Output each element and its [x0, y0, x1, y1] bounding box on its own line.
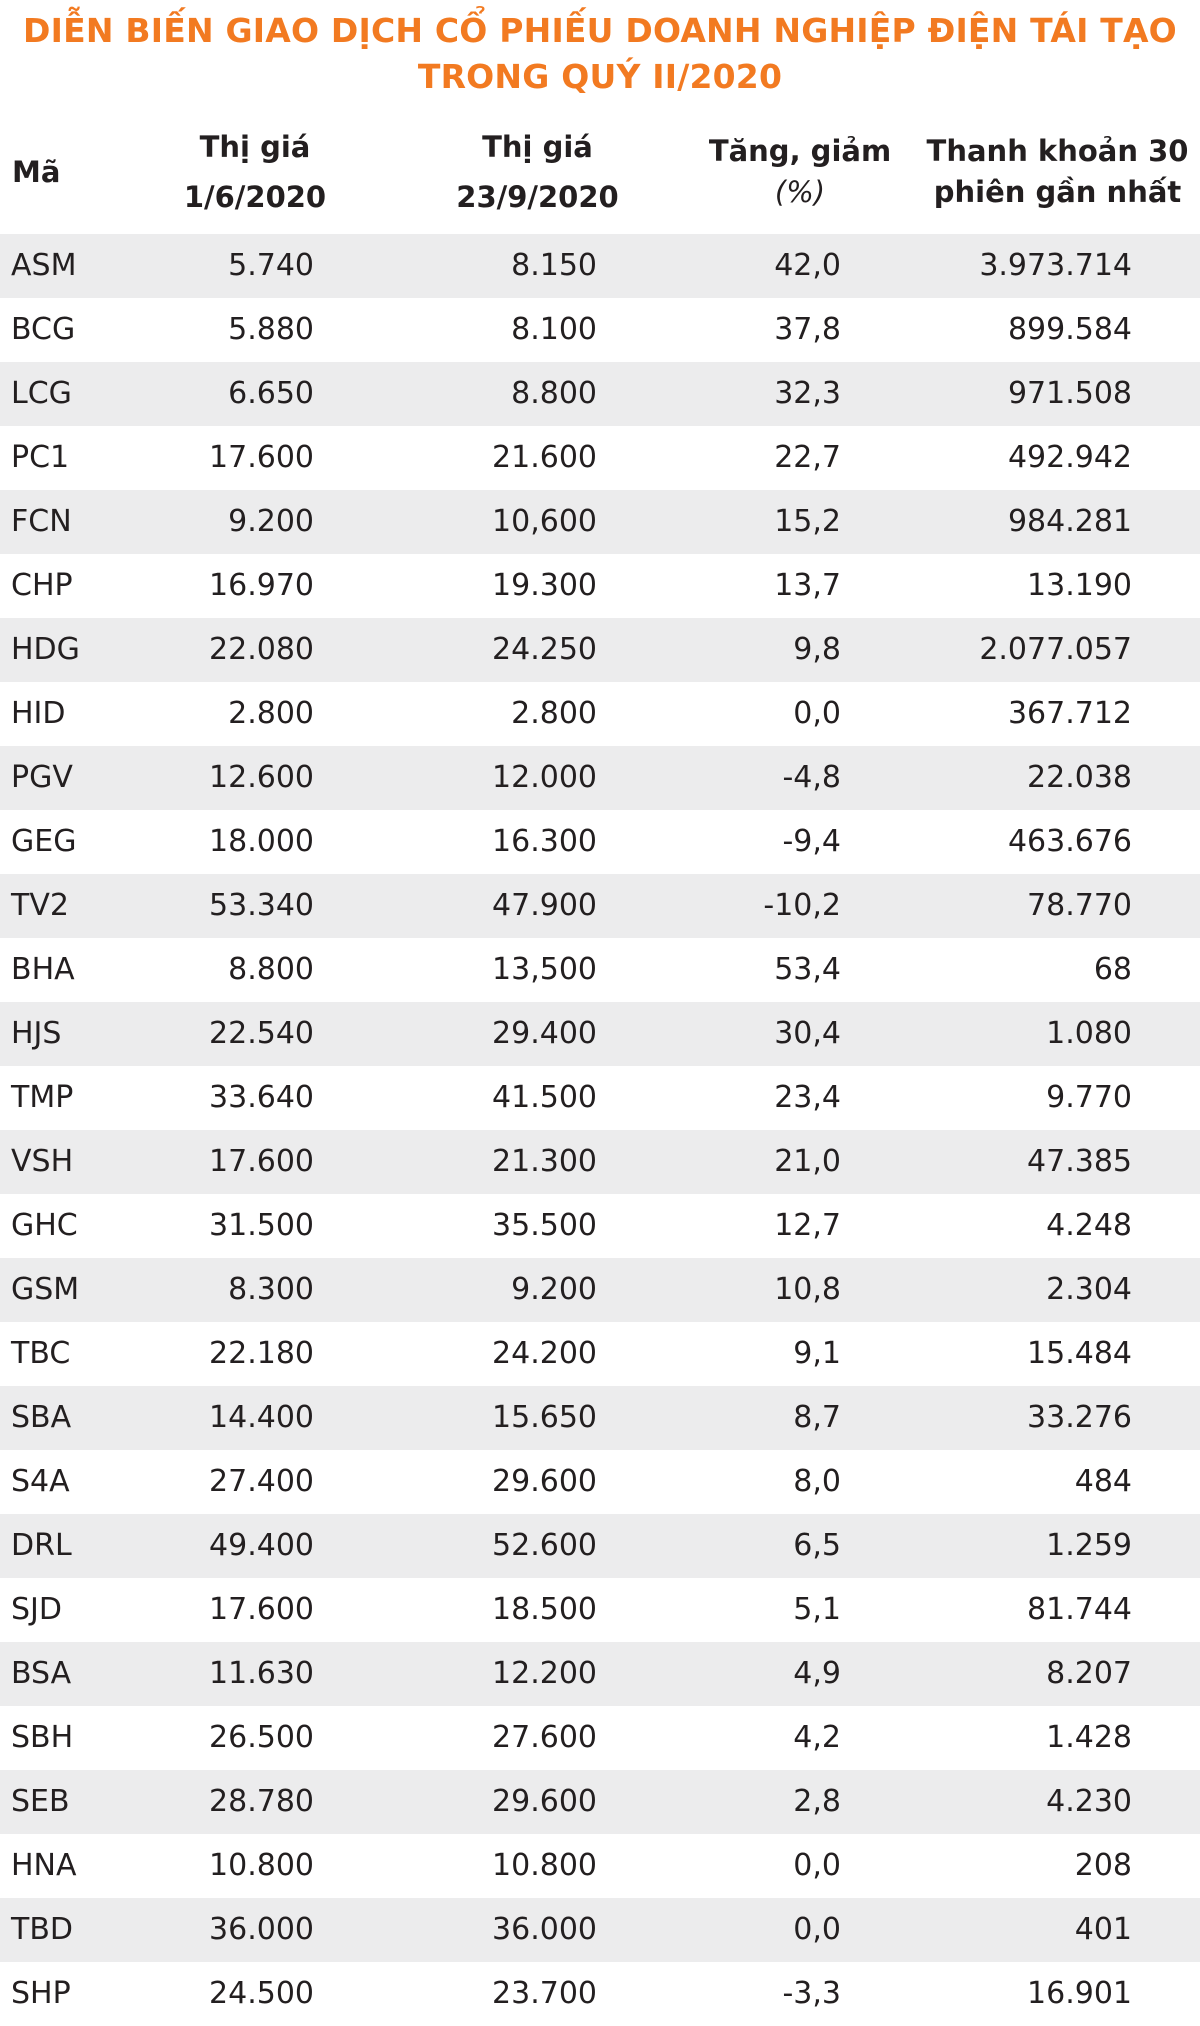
- cell-liquidity: 1.080: [1046, 1016, 1132, 1051]
- cell-code: S4A: [11, 1464, 70, 1499]
- cell-price-june: 31.500: [209, 1208, 314, 1243]
- cell-price-september: 2.800: [511, 696, 597, 731]
- cell-price-september: 52.600: [492, 1528, 597, 1563]
- cell-code: BHA: [11, 952, 75, 987]
- table-row: [0, 1834, 1200, 1898]
- cell-liquidity: 4.248: [1046, 1208, 1132, 1243]
- header-change-unit: (%): [774, 175, 826, 209]
- cell-change: -4,8: [782, 760, 841, 795]
- cell-price-june: 11.630: [209, 1656, 314, 1691]
- cell-liquidity: 2.077.057: [979, 632, 1132, 667]
- cell-change: 5,1: [793, 1592, 841, 1627]
- table-row: [0, 1898, 1200, 1962]
- cell-code: HJS: [11, 1016, 62, 1051]
- cell-liquidity: 15.484: [1027, 1336, 1132, 1371]
- cell-change: -10,2: [763, 888, 841, 923]
- table-row: [0, 234, 1200, 298]
- cell-change: 0,0: [793, 1848, 841, 1883]
- table-row: [0, 1514, 1200, 1578]
- header-price-june: [175, 110, 335, 234]
- cell-code: TBC: [11, 1336, 71, 1371]
- cell-liquidity: 899.584: [1007, 312, 1132, 347]
- cell-liquidity: 47.385: [1027, 1144, 1132, 1179]
- cell-price-june: 33.640: [209, 1080, 314, 1115]
- cell-liquidity: 81.744: [1027, 1592, 1132, 1627]
- cell-price-june: 28.780: [209, 1784, 314, 1819]
- cell-price-june: 5.740: [228, 248, 314, 283]
- cell-change: 2,8: [793, 1784, 841, 1819]
- cell-change: 6,5: [793, 1528, 841, 1563]
- cell-change: -9,4: [782, 824, 841, 859]
- cell-code: GSM: [11, 1272, 80, 1307]
- cell-liquidity: 68: [1093, 952, 1132, 987]
- cell-change: 22,7: [774, 440, 841, 475]
- table-row: [0, 1770, 1200, 1834]
- table-row: [0, 618, 1200, 682]
- table-row: [0, 1130, 1200, 1194]
- cell-price-june: 22.540: [209, 1016, 314, 1051]
- cell-code: HID: [11, 696, 66, 731]
- cell-price-june: 12.600: [209, 760, 314, 795]
- cell-code: SBH: [11, 1720, 74, 1755]
- cell-change: 15,2: [774, 504, 841, 539]
- cell-code: LCG: [11, 376, 72, 411]
- cell-price-june: 6.650: [228, 376, 314, 411]
- cell-liquidity: 78.770: [1027, 888, 1132, 923]
- cell-price-september: 24.200: [492, 1336, 597, 1371]
- cell-price-september: 29.400: [492, 1016, 597, 1051]
- cell-code: HNA: [11, 1848, 77, 1883]
- cell-price-september: 15.650: [492, 1400, 597, 1435]
- cell-liquidity: 8.207: [1046, 1656, 1132, 1691]
- cell-price-september: 18.500: [492, 1592, 597, 1627]
- cell-price-september: 23.700: [492, 1976, 597, 2011]
- cell-code: TMP: [11, 1080, 74, 1115]
- cell-liquidity: 4.230: [1046, 1784, 1132, 1819]
- cell-price-september: 10,600: [492, 504, 597, 539]
- cell-liquidity: 1.259: [1046, 1528, 1132, 1563]
- cell-code: TBD: [11, 1912, 74, 1947]
- table-row: [0, 1962, 1200, 2026]
- cell-liquidity: 492.942: [1007, 440, 1132, 475]
- cell-change: 23,4: [774, 1080, 841, 1115]
- cell-code: GEG: [11, 824, 77, 859]
- table-row: [0, 362, 1200, 426]
- header-change: [700, 110, 900, 234]
- header-price-september-date: 23/9/2020: [456, 180, 619, 214]
- cell-price-june: 8.800: [228, 952, 314, 987]
- table-header: [0, 110, 1200, 234]
- cell-price-september: 13,500: [492, 952, 597, 987]
- table-row: [0, 1450, 1200, 1514]
- cell-code: ASM: [11, 248, 77, 283]
- cell-price-september: 9.200: [511, 1272, 597, 1307]
- cell-price-september: 47.900: [492, 888, 597, 923]
- cell-price-september: 12.200: [492, 1656, 597, 1691]
- header-change-label: Tăng, giảm: [708, 134, 892, 168]
- cell-change: 4,9: [793, 1656, 841, 1691]
- table-row: [0, 554, 1200, 618]
- header-price-september-label: Thị giá: [482, 130, 593, 164]
- table-row: [0, 1706, 1200, 1770]
- cell-price-september: 21.300: [492, 1144, 597, 1179]
- cell-price-september: 16.300: [492, 824, 597, 859]
- table-row: [0, 810, 1200, 874]
- cell-code: BSA: [11, 1656, 72, 1691]
- cell-price-september: 35.500: [492, 1208, 597, 1243]
- cell-liquidity: 984.281: [1007, 504, 1132, 539]
- cell-change: 0,0: [793, 696, 841, 731]
- header-code-label: Mã: [12, 155, 61, 189]
- cell-price-june: 9.200: [228, 504, 314, 539]
- cell-code: HDG: [11, 632, 80, 667]
- table-row: [0, 1578, 1200, 1642]
- header-price-june-label: Thị giá: [199, 130, 311, 164]
- table-row: [0, 938, 1200, 1002]
- cell-change: 13,7: [774, 568, 841, 603]
- cell-price-june: 17.600: [209, 440, 314, 475]
- cell-price-june: 2.800: [228, 696, 314, 731]
- table-row: [0, 1386, 1200, 1450]
- cell-change: 32,3: [774, 376, 841, 411]
- table-row: [0, 1066, 1200, 1130]
- cell-code: BCG: [11, 312, 76, 347]
- cell-liquidity: 22.038: [1027, 760, 1132, 795]
- table-row: [0, 874, 1200, 938]
- cell-change: 0,0: [793, 1912, 841, 1947]
- table-row: [0, 1642, 1200, 1706]
- cell-price-june: 49.400: [209, 1528, 314, 1563]
- cell-liquidity: 208: [1074, 1848, 1132, 1883]
- cell-price-june: 22.180: [209, 1336, 314, 1371]
- cell-code: SHP: [11, 1976, 71, 2011]
- cell-code: PC1: [11, 440, 70, 475]
- cell-price-september: 8.150: [511, 248, 597, 283]
- header-code: [0, 110, 82, 234]
- cell-liquidity: 13.190: [1027, 568, 1132, 603]
- cell-price-june: 18.000: [209, 824, 314, 859]
- table-body: [0, 234, 1200, 2026]
- cell-liquidity: 401: [1074, 1912, 1132, 1947]
- page-title: [0, 8, 1200, 100]
- cell-price-september: 24.250: [492, 632, 597, 667]
- table-row: [0, 298, 1200, 362]
- cell-code: DRL: [11, 1528, 72, 1563]
- cell-change: 30,4: [774, 1016, 841, 1051]
- cell-change: 42,0: [774, 248, 841, 283]
- cell-change: 8,0: [793, 1464, 841, 1499]
- cell-price-september: 29.600: [492, 1784, 597, 1819]
- cell-code: PGV: [11, 760, 73, 795]
- cell-liquidity: 9.770: [1046, 1080, 1132, 1115]
- cell-price-june: 17.600: [209, 1144, 314, 1179]
- cell-price-june: 27.400: [209, 1464, 314, 1499]
- table-row: [0, 426, 1200, 490]
- cell-price-june: 8.300: [228, 1272, 314, 1307]
- cell-change: -3,3: [782, 1976, 841, 2011]
- cell-change: 9,8: [793, 632, 841, 667]
- cell-price-september: 10.800: [492, 1848, 597, 1883]
- table-row: [0, 490, 1200, 554]
- cell-code: GHC: [11, 1208, 78, 1243]
- cell-price-september: 29.600: [492, 1464, 597, 1499]
- cell-liquidity: 971.508: [1007, 376, 1132, 411]
- header-liquidity: [925, 110, 1190, 234]
- cell-price-june: 5.880: [228, 312, 314, 347]
- table-row: [0, 1002, 1200, 1066]
- cell-price-september: 8.100: [511, 312, 597, 347]
- cell-change: 12,7: [774, 1208, 841, 1243]
- cell-price-june: 22.080: [209, 632, 314, 667]
- cell-code: TV2: [11, 888, 69, 923]
- cell-price-september: 21.600: [492, 440, 597, 475]
- cell-price-june: 10.800: [209, 1848, 314, 1883]
- cell-liquidity: 16.901: [1027, 1976, 1132, 2011]
- cell-change: 8,7: [793, 1400, 841, 1435]
- cell-price-june: 53.340: [209, 888, 314, 923]
- cell-price-september: 27.600: [492, 1720, 597, 1755]
- cell-price-june: 17.600: [209, 1592, 314, 1627]
- cell-price-september: 19.300: [492, 568, 597, 603]
- cell-price-september: 12.000: [492, 760, 597, 795]
- cell-price-june: 16.970: [209, 568, 314, 603]
- cell-code: VSH: [11, 1144, 74, 1179]
- header-liquidity-line-1: Thanh khoản 30: [926, 134, 1189, 168]
- cell-liquidity: 463.676: [1007, 824, 1132, 859]
- cell-liquidity: 33.276: [1027, 1400, 1132, 1435]
- cell-change: 53,4: [774, 952, 841, 987]
- cell-price-june: 24.500: [209, 1976, 314, 2011]
- table-row: [0, 682, 1200, 746]
- header-price-june-date: 1/6/2020: [183, 180, 327, 214]
- header-price-september: [455, 110, 620, 234]
- page-title-line-1: DIỄN BIẾN GIAO DỊCH CỔ PHIẾU DOANH NGHIỆP ĐIỆN TÁI TẠO: [23, 11, 1177, 50]
- cell-code: SJD: [11, 1592, 62, 1627]
- table-row: [0, 1322, 1200, 1386]
- cell-liquidity: 1.428: [1046, 1720, 1132, 1755]
- cell-change: 21,0: [774, 1144, 841, 1179]
- cell-liquidity: 3.973.714: [979, 248, 1132, 283]
- cell-code: CHP: [11, 568, 73, 603]
- cell-price-june: 36.000: [209, 1912, 314, 1947]
- cell-code: FCN: [11, 504, 72, 539]
- cell-price-june: 14.400: [209, 1400, 314, 1435]
- table-row: [0, 746, 1200, 810]
- cell-price-june: 26.500: [209, 1720, 314, 1755]
- cell-liquidity: 2.304: [1046, 1272, 1132, 1307]
- cell-price-september: 36.000: [492, 1912, 597, 1947]
- cell-change: 9,1: [793, 1336, 841, 1371]
- cell-code: SBA: [11, 1400, 72, 1435]
- cell-price-september: 8.800: [511, 376, 597, 411]
- cell-change: 37,8: [774, 312, 841, 347]
- cell-price-september: 41.500: [492, 1080, 597, 1115]
- header-liquidity-line-2: phiên gần nhất: [933, 175, 1182, 209]
- cell-code: SEB: [11, 1784, 70, 1819]
- cell-liquidity: 367.712: [1007, 696, 1132, 731]
- cell-change: 4,2: [793, 1720, 841, 1755]
- table-row: [0, 1258, 1200, 1322]
- cell-liquidity: 484: [1074, 1464, 1132, 1499]
- cell-change: 10,8: [774, 1272, 841, 1307]
- table-row: [0, 1194, 1200, 1258]
- page-title-line-2: TRONG QUÝ II/2020: [417, 57, 783, 96]
